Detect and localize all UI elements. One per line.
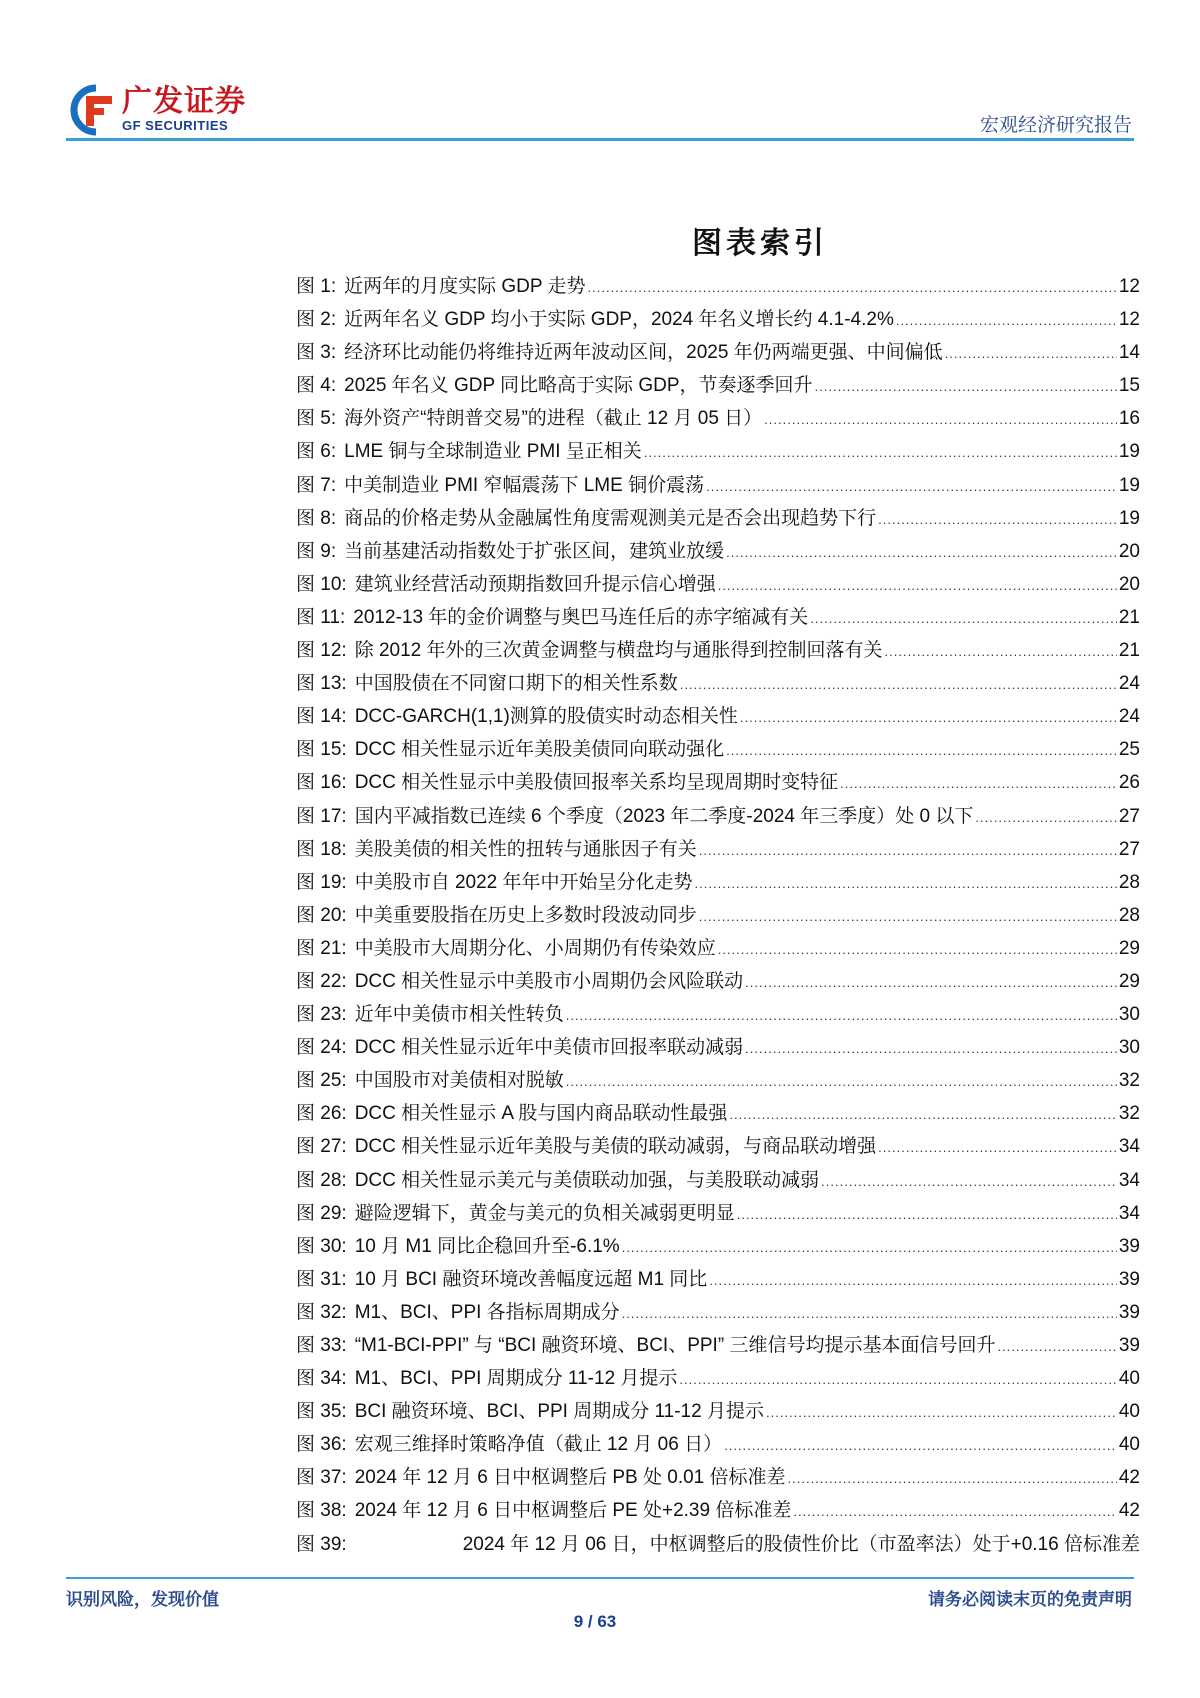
dot-leader [810,607,1117,629]
toc-entry[interactable] [296,470,1140,503]
toc-entry-label [296,337,943,364]
toc-entry[interactable] [296,1429,1140,1462]
dot-leader [745,971,1117,993]
toc-entry-number: 图 12: [296,640,347,662]
toc-entry-number: 图 4: [296,375,337,397]
toc-entry[interactable] [296,271,1140,304]
toc-entry-title: DCC 相关性显示 A 股与国内商品联动性最强 [354,1103,728,1125]
toc-entry-page: 42 [1118,1500,1140,1522]
toc-entry[interactable] [296,1231,1140,1264]
toc-entry-label [296,1429,722,1456]
toc-entry-page: 30 [1118,1037,1140,1059]
dot-leader [724,1434,1117,1456]
toc-entry[interactable] [296,536,1140,569]
toc-entry[interactable] [296,767,1140,800]
toc-entry-number: 图 29: [296,1202,347,1224]
page-title: 图表索引 [692,226,828,261]
toc-entry[interactable] [296,569,1140,602]
dot-leader [878,1136,1117,1158]
toc-entry[interactable] [296,1529,1140,1562]
toc-entry-number: 图 27: [296,1136,347,1158]
toc-entry[interactable] [296,1363,1140,1396]
toc-entry[interactable] [296,304,1140,337]
dot-leader [740,706,1117,728]
toc-entry-title: 避险逻辑下，黄金与美元的负相关减弱更明显 [354,1202,735,1224]
toc-entry-page: 19 [1118,474,1140,496]
toc-entry-title: 2012-13 年的金价调整与奥巴马连任后的赤字缩减有关 [353,606,809,628]
dot-leader [566,1070,1117,1092]
toc-entry-title: 2024 年 12 月 6 日中枢调整后 PE 处+2.39 倍标准差 [354,1500,792,1522]
toc-entry-title: 中美重要股指在历史上多数时段波动同步 [354,904,697,926]
toc-entry-label [296,1165,819,1192]
toc-entry-label [296,734,724,761]
toc-entry-title: 除 2012 年外的三次黄金调整与横盘均与通胀得到控制回落有关 [354,640,883,662]
toc-entry-label [296,271,586,298]
toc-entry-label [296,668,678,695]
toc-entry-title: 海外资产“特朗普交易”的进程（截止 12 月 05 日） [344,408,763,430]
toc-entry-label [296,503,876,530]
toc-entry-label [296,999,564,1026]
page-indicator: 9 / 63 [573,1612,617,1631]
toc-entry-number: 图 7: [296,474,337,496]
dot-leader [718,938,1117,960]
toc-entry-label [296,834,697,861]
toc-entry-page: 39 [1118,1335,1140,1356]
toc-entry-number: 图 19: [296,871,347,893]
toc-entry[interactable] [296,503,1140,536]
toc-entry-label [296,1330,995,1357]
toc-entry-page: 14 [1118,342,1140,364]
toc-entry-page: 28 [1118,871,1140,893]
toc-entry-label [296,1529,1140,1556]
dot-leader [706,475,1117,497]
toc-entry-number: 图 26: [296,1103,347,1125]
toc-entry-page: 12 [1118,309,1140,331]
toc-entry-number: 图 5: [296,408,337,430]
toc-entry-label [296,1462,786,1489]
toc-entry-number: 图 23: [296,1004,347,1026]
dot-leader [815,375,1117,397]
toc-entry-label [296,1131,876,1158]
toc-entry-title: 中国股市对美债相对脱敏 [354,1070,564,1092]
toc-entry-title: 近两年名义 GDP 均小于实际 GDP，2024 年名义增长约 4.1-4.2% [344,309,894,331]
report-type: 宏观经济研究报告 [979,115,1132,136]
toc-entry-title: BCI 融资环境、BCI、PPI 周期成分 11-12 月提示 [354,1401,764,1423]
toc-entry-page: 24 [1118,706,1140,728]
toc-entry-label [296,1032,743,1059]
toc-entry-number: 图 3: [296,342,337,364]
toc-entry-page: 39 [1118,1235,1140,1257]
toc-entry-number: 图 11: [296,606,346,628]
toc-entry-label [296,370,813,397]
toc-entry-label [296,801,973,828]
toc-entry-title: 国内平减指数已连续 6 个季度（2023 年二季度-2024 年三季度）处 0 以下 [354,805,974,827]
toc-entry-label [296,767,838,794]
toc-entry-number: 图 39: [296,1533,347,1555]
toc-entry-number: 图 33: [296,1335,347,1356]
toc-entry-label [296,1098,727,1125]
dot-leader [679,1368,1116,1390]
toc-entry[interactable] [296,1264,1140,1297]
header-divider [66,138,1134,141]
toc-entry[interactable] [296,1198,1140,1231]
toc-entry-label [296,1231,620,1258]
toc-entry-label [296,966,743,993]
toc-entry[interactable] [296,1098,1140,1131]
toc-entry-page: 27 [1118,805,1140,827]
toc-entry[interactable] [296,1462,1140,1495]
dot-leader [896,309,1117,331]
dot-leader [975,806,1116,828]
company-logo [66,84,246,136]
toc-entry-title: 经济环比动能仍将维持近两年波动区间，2025 年仍两端更强、中间偏低 [344,342,943,364]
toc-entry-number: 图 1: [296,276,337,297]
toc-entry-page: 30 [1118,1004,1140,1026]
toc-entry-label [296,436,642,463]
toc-entry[interactable] [296,1396,1140,1429]
toc-entry-page: 25 [1118,739,1140,761]
toc-entry-label [296,1363,677,1390]
dot-leader [997,1335,1116,1357]
toc-entry-number: 图 36: [296,1434,347,1456]
toc-entry-number: 图 15: [296,739,347,761]
logo-en: GF SECURITIES [122,118,229,133]
toc-entry-number: 图 25: [296,1070,347,1092]
dot-leader [885,640,1117,662]
footer-disclaimer: 请务必阅读末页的免责声明 [928,1590,1132,1609]
toc-entry[interactable] [296,1131,1140,1164]
toc-entry-title: “M1-BCI-PPI” 与 “BCI 融资环境、BCI、PPI” 三维信号均提示基本面信号回升 [354,1335,996,1356]
dot-leader [622,1302,1117,1324]
toc-entry-number: 图 6: [296,441,337,463]
toc-entry-number: 图 20: [296,904,347,926]
toc-entry-title: DCC-GARCH(1,1)测算的股债实时动态相关性 [354,706,738,728]
toc-entry-label [296,933,716,960]
dot-leader [821,1170,1117,1192]
toc-entry-page: 34 [1118,1136,1140,1158]
toc-entry-title: M1、BCI、PPI 各指标周期成分 [354,1301,620,1323]
toc-entry-label [296,1297,620,1324]
toc-entry-page: 20 [1118,573,1140,595]
toc-entry-page: 34 [1118,1169,1140,1191]
dot-leader [588,276,1117,298]
toc-entry-title: DCC 相关性显示美元与美债联动加强，与美股联动减弱 [354,1169,820,1191]
toc-entry-title: 建筑业经营活动预期指数回升提示信心增强 [354,573,716,595]
toc-entry-title: 近两年的月度实际 GDP 走势 [344,276,586,297]
toc-entry[interactable] [296,668,1140,701]
toc-entry-number: 图 9: [296,540,337,562]
toc-entry-page: 21 [1118,640,1140,662]
toc-entry-title: 10 月 BCI 融资环境改善幅度远超 M1 同比 [354,1268,708,1290]
toc-entry-page: 32 [1118,1070,1140,1092]
toc-entry[interactable] [296,701,1140,734]
dot-leader [878,508,1117,530]
toc-entry-label [296,701,738,728]
toc-entry[interactable] [296,635,1140,668]
toc-entry-page: 26 [1118,772,1140,794]
toc-entry-page: 19 [1118,441,1140,463]
toc-entry-label [296,304,894,331]
toc-entry-title: 当前基建活动指数处于扩张区间，建筑业放缓 [344,540,725,562]
toc-entry-label [296,602,808,629]
toc-entry-label [296,1065,564,1092]
toc-entry-page: 20 [1118,540,1140,562]
dot-leader [680,673,1117,695]
toc-entry[interactable] [296,1065,1140,1098]
toc-entry-title: 近年中美债市相关性转负 [354,1004,564,1026]
dot-leader [566,1004,1117,1026]
toc-entry-number: 图 13: [296,673,347,695]
toc-entry-label [296,635,883,662]
toc-entry[interactable] [296,436,1140,469]
dot-leader [718,574,1117,596]
toc-entry-number: 图 38: [296,1500,347,1522]
toc-entry[interactable] [296,801,1140,834]
toc-entry-number: 图 30: [296,1235,347,1257]
footer-divider [66,1577,1134,1579]
toc-entry-page: 21 [1118,606,1140,628]
toc-entry-number: 图 2: [296,309,337,331]
dot-leader [644,441,1117,463]
toc-entry-page: 29 [1118,970,1140,992]
toc-entry-number: 图 8: [296,507,337,529]
toc-entry-title: 中美股市大周期分化、小周期仍有传染效应 [354,937,716,959]
toc-entry[interactable] [296,1330,1140,1363]
toc-entry-title: 2024 年 12 月 6 日中枢调整后 PB 处 0.01 倍标准差 [354,1467,786,1489]
toc-entry-title: 美股美债的相关性的扭转与通胀因子有关 [354,838,697,860]
toc-entry[interactable] [296,966,1140,999]
toc-entry-number: 图 16: [296,772,347,794]
toc-entry-number: 图 22: [296,970,347,992]
dot-leader [729,1103,1117,1125]
dot-leader [709,1269,1117,1291]
toc-entry-label [296,536,724,563]
toc-entry-title: DCC 相关性显示近年中美债市回报率联动减弱 [354,1037,744,1059]
dot-leader [699,905,1117,927]
footer-slogan: 识别风险，发现价值 [66,1590,219,1609]
toc-entry-label [296,403,762,430]
gf-logo-icon [66,84,118,136]
toc-entry[interactable] [296,999,1140,1032]
logo-cn: 广发证券 [122,85,246,118]
toc-entry-number: 图 24: [296,1037,347,1059]
toc-entry-number: 图 21: [296,937,347,959]
toc-entry-page: 32 [1118,1103,1140,1125]
toc-entry-title: 商品的价格走势从金融属性角度需观测美元是否会出现趋势下行 [344,507,877,529]
toc-entry-page: 40 [1118,1401,1140,1423]
toc-entry-page: 12 [1118,276,1140,297]
toc-entry-title: DCC 相关性显示近年美股与美债的联动减弱，与商品联动增强 [354,1136,877,1158]
dot-leader [840,772,1117,794]
toc-entry[interactable] [296,403,1140,436]
toc-entry-label [296,1396,764,1423]
toc-entry-number: 图 18: [296,838,347,860]
toc-entry[interactable] [296,834,1140,867]
toc-entry[interactable] [296,1165,1140,1198]
toc-entry-number: 图 10: [296,573,347,595]
dot-leader [699,839,1117,861]
toc-entry[interactable] [296,602,1140,635]
toc-entry[interactable] [296,867,1140,900]
toc-entry-page: 39 [1118,1301,1140,1323]
toc-entry-number: 图 31: [296,1268,347,1290]
toc-entry-page: 34 [1118,1202,1140,1224]
dot-leader [745,1037,1117,1059]
toc-entry-number: 图 35: [296,1401,347,1423]
toc-entry-label [296,1198,735,1225]
dot-leader [726,541,1117,563]
toc-entry-label [296,867,693,894]
toc-entry-page: 29 [1118,937,1140,959]
toc-entry-title: 中国股债在不同窗口期下的相关性系数 [354,673,678,695]
toc-entry-title: DCC 相关性显示近年美股美债同向联动强化 [354,739,725,761]
toc-entry-title: DCC 相关性显示中美股市小周期仍会风险联动 [354,970,744,992]
toc-entry-number: 图 34: [296,1368,347,1390]
dot-leader [793,1500,1117,1522]
toc-entry-title: LME 铜与全球制造业 PMI 呈正相关 [344,441,642,463]
toc-entry-number: 图 28: [296,1169,347,1191]
toc-entry-title: 中美股市自 2022 年年中开始呈分化走势 [354,871,693,893]
dot-leader [695,872,1117,894]
toc-entry-title: 中美制造业 PMI 窄幅震荡下 LME 铜价震荡 [344,474,705,496]
toc-entry-label [296,1264,707,1291]
toc-entry-page: 28 [1118,904,1140,926]
toc-entry-label [296,569,716,596]
dot-leader [766,1401,1117,1423]
toc-entry-label [296,470,704,497]
toc-entry-page: 15 [1118,375,1140,397]
toc-entry-title: 2024 年 12 月 06 日，中枢调整后的股债性价比（市盈率法）处于+0.16 倍标准差 [462,1533,1140,1555]
toc-entry-number: 图 37: [296,1467,347,1489]
toc-entry[interactable] [296,734,1140,767]
toc-entry[interactable] [296,370,1140,403]
dot-leader [622,1236,1117,1258]
toc-entry[interactable] [296,1032,1140,1065]
toc-entry-page: 24 [1118,673,1140,695]
toc-entry[interactable] [296,900,1140,933]
toc-entry-number: 图 17: [296,805,347,827]
toc-entry[interactable] [296,337,1140,370]
toc-entry-number: 图 14: [296,706,347,728]
toc-entry[interactable] [296,1495,1140,1528]
toc-entry-page: 42 [1118,1467,1140,1489]
toc-entry-page: 39 [1118,1268,1140,1290]
dot-leader [945,342,1117,364]
toc-entry-page: 27 [1118,838,1140,860]
dot-leader [788,1467,1117,1489]
toc-entry-page: 40 [1118,1368,1140,1390]
toc-entry-title: 10 月 M1 同比企稳回升至-6.1% [354,1235,620,1257]
toc-entry-page: 19 [1118,507,1140,529]
toc-entry-title: 2025 年名义 GDP 同比略高于实际 GDP，节奏逐季回升 [344,375,813,397]
figure-index-list [296,271,1140,1562]
dot-leader [737,1203,1117,1225]
toc-entry-title: M1、BCI、PPI 周期成分 11-12 月提示 [354,1368,678,1390]
dot-leader [764,408,1117,430]
dot-leader [726,739,1117,761]
toc-entry-label [296,900,697,927]
toc-entry-label [296,1495,791,1522]
toc-entry-number: 图 32: [296,1301,347,1323]
toc-entry-page: 16 [1118,408,1140,430]
toc-entry-title: DCC 相关性显示中美股债回报率关系均呈现周期时变特征 [354,772,839,794]
toc-entry-title: 宏观三维择时策略净值（截止 12 月 06 日） [354,1434,723,1456]
toc-entry-page: 40 [1118,1434,1140,1456]
toc-entry[interactable] [296,1297,1140,1330]
toc-entry[interactable] [296,933,1140,966]
